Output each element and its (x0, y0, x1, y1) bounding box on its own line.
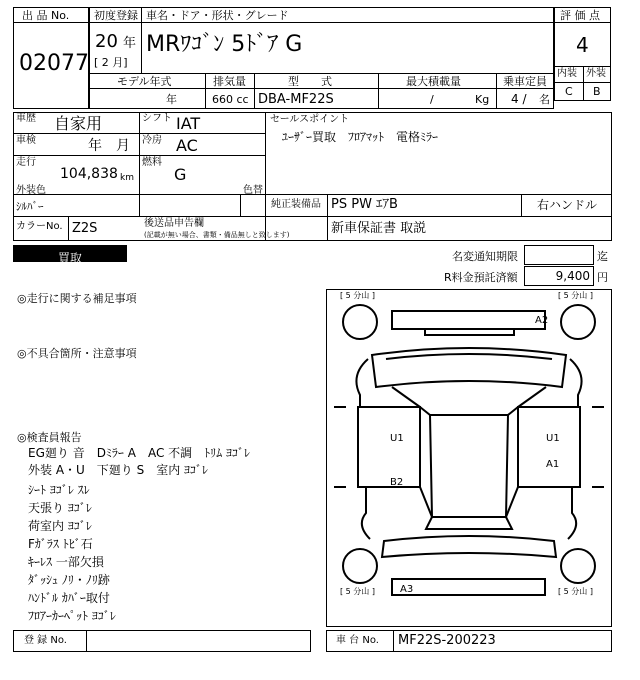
type-label: 型 式 (288, 75, 332, 88)
ext-color-label: 外装色 (16, 185, 46, 196)
damage-mark-a2: A2 (535, 315, 549, 326)
report-line: Fｶﾞﾗｽ ﾄﾋﾞ石 (28, 537, 93, 551)
purchase-badge: 買取 (13, 245, 127, 262)
equipment: PS PW ｴｱB (331, 197, 398, 212)
report-line: 天張り ﾖｺﾞﾚ (28, 501, 92, 515)
recycle-label: R料金預託済額 (444, 271, 518, 284)
interior-grade: C (565, 85, 573, 98)
tire-front-left (343, 305, 377, 339)
roof (430, 415, 508, 517)
report-line: ﾀﾞｯｼｭ ﾉﾘ・ﾉﾘ跡 (28, 573, 110, 587)
evaluation-score: 4 (576, 33, 589, 57)
capacity-unit: 名 (539, 93, 550, 106)
driving-remarks-title: ◎走行に関する補足事項 (17, 292, 137, 305)
report-line: EG廻り 音 Dﾐﾗｰ A AC 不調 ﾄﾘﾑ ﾖｺﾞﾚ (28, 446, 250, 460)
interior-label: 内装 (557, 68, 577, 79)
left-side (358, 407, 420, 487)
year-unit: 年 (123, 36, 137, 51)
tire-front-right (561, 305, 595, 339)
damage-mark-a3: A3 (400, 584, 414, 595)
evaluation-label: 評 価 点 (560, 9, 600, 22)
report-line: ﾌﾛｱｰｶｰﾍﾟｯﾄ ﾖｺﾞﾚ (28, 609, 116, 623)
report-line: ﾊﾝﾄﾞﾙ ｶﾊﾞｰ取付 (28, 591, 110, 605)
sales-point: ﾕｰｻﾞｰ買取 ﾌﾛｱﾏｯﾄ 電格ﾐﾗｰ (282, 130, 439, 144)
lot-number: 02077 (19, 51, 89, 76)
exterior-grade: B (593, 85, 601, 98)
chassis-label: 車 台 No. (336, 635, 379, 646)
mileage-label: 走行 (16, 157, 36, 168)
max-load-unit: Kg (475, 93, 490, 106)
history: 自家用 (54, 114, 103, 133)
inspector-report-title: ◎検査員報告 (17, 431, 82, 444)
capacity: 4 / (511, 92, 527, 106)
registration-label: 登 録 No. (24, 635, 67, 646)
color-no: Z2S (72, 221, 98, 236)
fuel: G (174, 165, 187, 184)
name-change-label: 名変通知期限 (452, 250, 518, 263)
docs-label: 後送品申告欄 (144, 218, 204, 229)
tire-rear-right (561, 549, 595, 583)
exterior-label: 外装 (586, 68, 606, 79)
name-change-box (524, 245, 594, 265)
model-year-label: モデル年式 (117, 75, 172, 88)
steering: 右ハンドル (537, 198, 598, 212)
report-line: ｷｰﾚｽ 一部欠損 (28, 555, 104, 569)
chassis-number: MF22S-200223 (398, 633, 496, 648)
ext-color: ｼﾙﾊﾞｰ (16, 200, 44, 213)
car-name-label: 車名・ドア・形状・グレード (146, 9, 289, 22)
report-line: 外装 A・U 下廻り S 室内 ﾖｺﾞﾚ (28, 463, 209, 477)
mileage: 104,838 (60, 166, 118, 182)
type: DBA-MF22S (258, 92, 334, 107)
tire-tread-label: [ 5 分山 ] (340, 291, 375, 300)
rear-bumper (392, 579, 545, 595)
color-no-label: カラーNo. (16, 221, 63, 232)
model-year-unit: 年 (166, 93, 177, 106)
displacement-label: 排気量 (213, 75, 246, 88)
recycle-amount: 9,400 (555, 269, 590, 283)
recycle-unit: 円 (597, 271, 608, 284)
damage-mark-b2: B2 (390, 477, 404, 488)
docs: 新車保証書 取説 (331, 221, 427, 236)
ac: AC (176, 136, 198, 155)
first-reg-month: [ 2 月] (94, 56, 128, 69)
report-line: 荷室内 ﾖｺﾞﾚ (28, 519, 92, 533)
tire-rear-left (343, 549, 377, 583)
repaint-label: 色替 (243, 185, 263, 196)
sales-point-label: セールスポイント (270, 114, 350, 125)
history-label: 車歴 (16, 113, 36, 124)
inspection: 年 月 (88, 138, 130, 154)
capacity-label: 乗車定員 (503, 75, 547, 88)
damage-mark-a1: A1 (546, 459, 560, 470)
first-reg-label: 初度登録 (94, 9, 138, 22)
damage-mark-u1-left: U1 (390, 433, 404, 444)
first-reg-year: 20 (95, 31, 118, 52)
defects-title: ◎不具合箇所・注意事項 (17, 347, 137, 360)
right-side (518, 407, 580, 487)
fuel-label: 燃料 (142, 157, 162, 168)
name-change-unit: 迄 (597, 250, 608, 263)
equipment-label: 純正装備品 (271, 199, 321, 210)
lot-number-label: 出 品 No. (22, 9, 70, 22)
damage-mark-u1-right: U1 (546, 433, 560, 444)
report-line: ｼｰﾄ ﾖｺﾞﾚ ｽﾚ (28, 483, 90, 497)
shift-label: シフト (142, 113, 172, 124)
inspection-label: 車検 (16, 135, 36, 146)
front-bumper (392, 311, 545, 329)
tire-tread-label: [ 5 分山 ] (558, 291, 593, 300)
max-load-label: 最大積載量 (406, 75, 461, 88)
max-load: / (430, 93, 434, 106)
car-name: MRﾜｺﾞﾝ 5ﾄﾞｱ G (146, 32, 303, 57)
docs-note: (記載が無い場合、書類・備品無しと致します) (144, 231, 290, 239)
shift: IAT (176, 114, 201, 133)
mileage-unit: km (120, 173, 134, 183)
tire-tread-label: [ 5 分山 ] (558, 587, 593, 596)
car-diagram (326, 289, 612, 627)
ac-label: 冷房 (142, 135, 162, 146)
rear-gate (382, 536, 556, 557)
tire-tread-label: [ 5 分山 ] (340, 587, 375, 596)
displacement: 660 cc (212, 93, 249, 106)
